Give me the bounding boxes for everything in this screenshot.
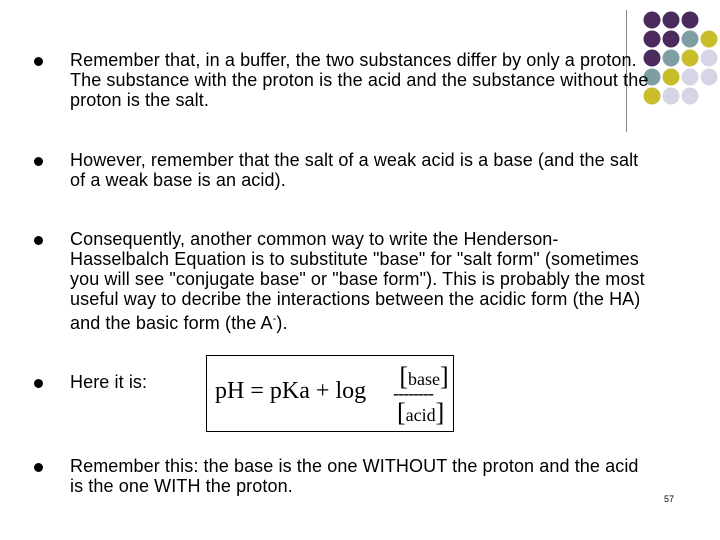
decorative-dot: [663, 88, 680, 105]
decorative-dot: [682, 69, 699, 86]
bullet-dot: [34, 236, 43, 245]
decorative-dot: [682, 88, 699, 105]
decorative-dot: [701, 50, 718, 67]
decorative-dot: [663, 69, 680, 86]
formula-denominator: [acid]: [397, 398, 445, 427]
formula-equals: =: [250, 378, 264, 404]
bullet-text-4: Here it is:: [70, 372, 148, 392]
bullet-text-1: Remember that, in a buffer, the two substances differ by only a proton. The substance with the proton is the acid and the substance without the proton is the salt.: [70, 50, 649, 110]
formula-numerator-text: base: [408, 369, 440, 389]
formula-denominator-text: acid: [405, 405, 436, 425]
formula-log: log: [335, 378, 367, 404]
bullet-text-3-end: ).: [276, 313, 288, 333]
decorative-dot: [701, 69, 718, 86]
decorative-dot-grid: [640, 10, 720, 125]
bullet-dot: [34, 379, 43, 388]
bullet-item-1: [34, 50, 650, 110]
decorative-dot: [663, 50, 680, 67]
bullet-text-5: Remember this: the base is the one WITHOUT the proton and the acid is the one WITH the proton.: [70, 456, 639, 496]
decorative-dot: [663, 31, 680, 48]
formula-ph: pH: [215, 378, 245, 404]
decorative-dot: [682, 50, 699, 67]
page-number: 57: [664, 494, 675, 504]
decorative-dot: [682, 12, 699, 29]
decorative-dot: [644, 12, 661, 29]
bullet-dot: [34, 463, 43, 472]
decorative-dot: [644, 31, 661, 48]
bullet-text-2: However, remember that the salt of a weak acid is a base (and the salt of a weak base is an acid).: [70, 150, 639, 190]
bullet-item-2: [34, 150, 650, 190]
formula-main: [215, 378, 366, 405]
formula-fraction-line: --------: [393, 383, 433, 403]
decorative-dot: [663, 12, 680, 29]
bullet-item-5: [34, 456, 650, 496]
bullet-dot: [34, 157, 43, 166]
formula-plus: +: [315, 378, 330, 404]
henderson-hasselbalch-formula: [206, 355, 454, 432]
formula-pk: pK: [269, 378, 300, 404]
bullet-item-3: [34, 229, 650, 333]
formula-pk-subscript: a: [299, 378, 310, 404]
decorative-dot: [701, 31, 718, 48]
bullet-dot: [34, 57, 43, 66]
decorative-dot: [682, 31, 699, 48]
formula-numerator: [base]: [399, 362, 449, 391]
bullet-text-3-superscript: -: [272, 313, 277, 325]
bullet-text-3: [70, 229, 650, 333]
bullet-text-3-main: Consequently, another common way to write the Henderson-Hasselbalch Equation is to substitute "base" for "salt form" (sometimes you will see "conjugate base" or "base form"). This is probably the most useful way to decribe the interactions between the acidic form (the HA) and the basic form (the A: [70, 229, 645, 333]
